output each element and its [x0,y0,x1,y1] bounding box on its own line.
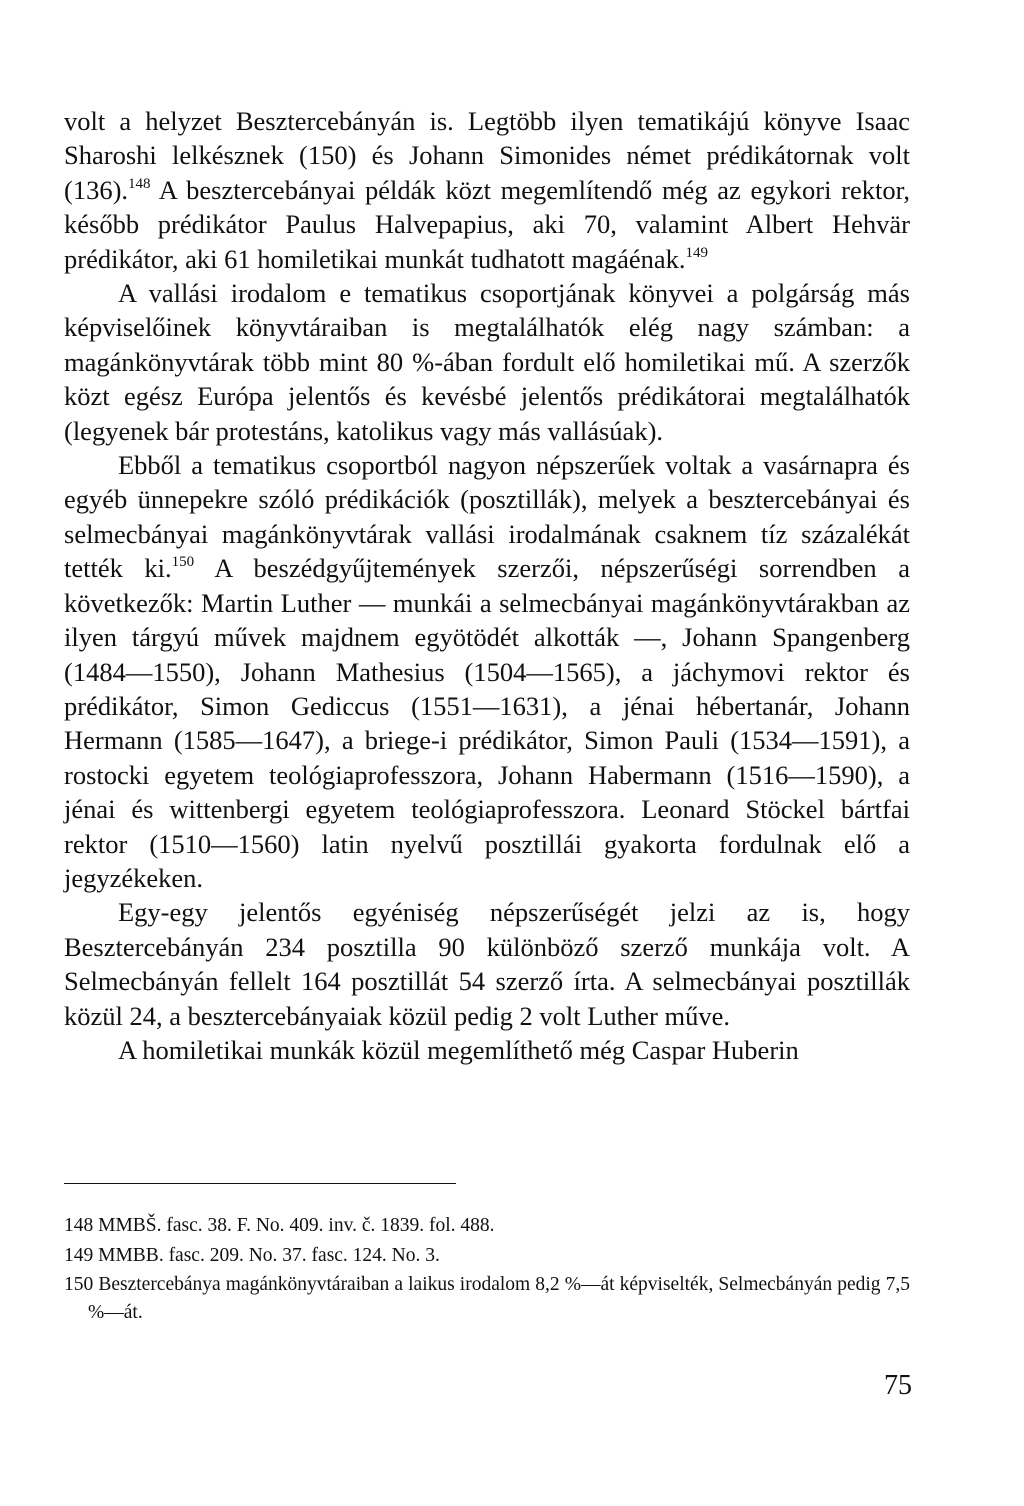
footnote-ref-148[interactable]: 148 [128,175,151,192]
paragraph-1-text-b: A besztercebányai példák közt megemlítendő még az egykori rektor, később prédikátor Paulus Halvepapius, aki 70, valamint Albert Hehvär prédikátor, aki 61 homiletikai munkát tudhatott magáénak. [64,174,910,274]
paragraph-1-text-a: volt a helyzet Besztercebányán is. Legtöbb ilyen tematikájú könyve Isaac Sharoshi lelkésznek (150) és Johann Simonides német prédikátornak volt (136). [64,106,910,205]
paragraph-1 [64,104,910,276]
footnote-150: 150 Besztercebánya magánkönyvtáraiban a laikus irodalom 8,2 %—át képviselték, Selmecbányán pedig 7,5 %—át. [64,1274,910,1323]
paragraph-3-text-a: Ebből a tematikus csoportból nagyon népszerűek voltak a vasárnapra és egyéb ünnepekre szóló prédikációk (posztillák), melyek a besztercebányai és selmecbányai magánkönyvtárak vallási irodalmának csaknem tíz százalékát tették ki. [64,450,910,584]
paragraph-3-text-b: A beszédgyűjtemények szerzői, népszerűségi sorrendben a következők: Martin Luther — munkái a selmecbányai magánkönyvtárakban az ilyen tárgyú művek majdnem egyötödét alkották —, Johann Spangenberg (1484—1550), Johann Mathesius (1504—1565), a jáchymovi rektor és prédikátor, Simon Gediccus (1551—1631), a jénai hébertanár, Johann Hermann (1585—1647), a briege-i prédikátor, Simon Pauli (1534—1591), a rostocki egyetem teológiaprofesszora, Johann Habermann (1516—1590), a jénai és wittenbergi egyetem teológiaprofesszora. Leonard Stöckel bártfai rektor (1510—1560) latin nyelvű posztillái gyakorta fordulnak elő a jegyzékeken. [64,553,910,893]
footnotes-list [64,1212,910,1329]
page-number: 75 [884,1370,912,1401]
paragraph-4: Egy-egy jelentős egyéniség népszerűségét jelzi az is, hogy Besztercebányán 234 posztilla 90 különböző szerző munkája volt. A Selmecbányán fellelt 164 posztillát 54 szerző írta. A selmecbányai posztillák közül 24, a besztercebányaiak közül pedig 2 volt Luther műve. [64,897,910,1031]
footnote-148: 148 MMBŠ. fasc. 38. F. No. 409. inv. č. 1839. fol. 488. [64,1215,495,1236]
footnote-149: 149 MMBB. fasc. 209. No. 37. fasc. 124. No. 3. [64,1244,440,1266]
paragraph-2: A vallási irodalom e tematikus csoportjának könyvei a polgárság más képviselőinek könyvtáraiban is megtalálhatók elég nagy számban: a magánkönyvtárak több mint 80 %-ában fordult elő homiletikai mű. A szerzők közt egész Európa jelentős és kevésbé jelentős prédikátorai megtalálhatók (legyenek bár protestáns, katolikus vagy más vallásúak). [64,278,910,446]
footnote-separator [64,1183,456,1184]
page-body [64,104,910,1067]
main-text [64,104,910,1067]
paragraph-3 [64,448,910,895]
footnote-ref-149[interactable]: 149 [685,244,709,261]
footnote-ref-150[interactable]: 150 [171,554,195,571]
paragraph-5: A homiletikai munkák közül megemlíthető még Caspar Huberin [118,1034,799,1065]
